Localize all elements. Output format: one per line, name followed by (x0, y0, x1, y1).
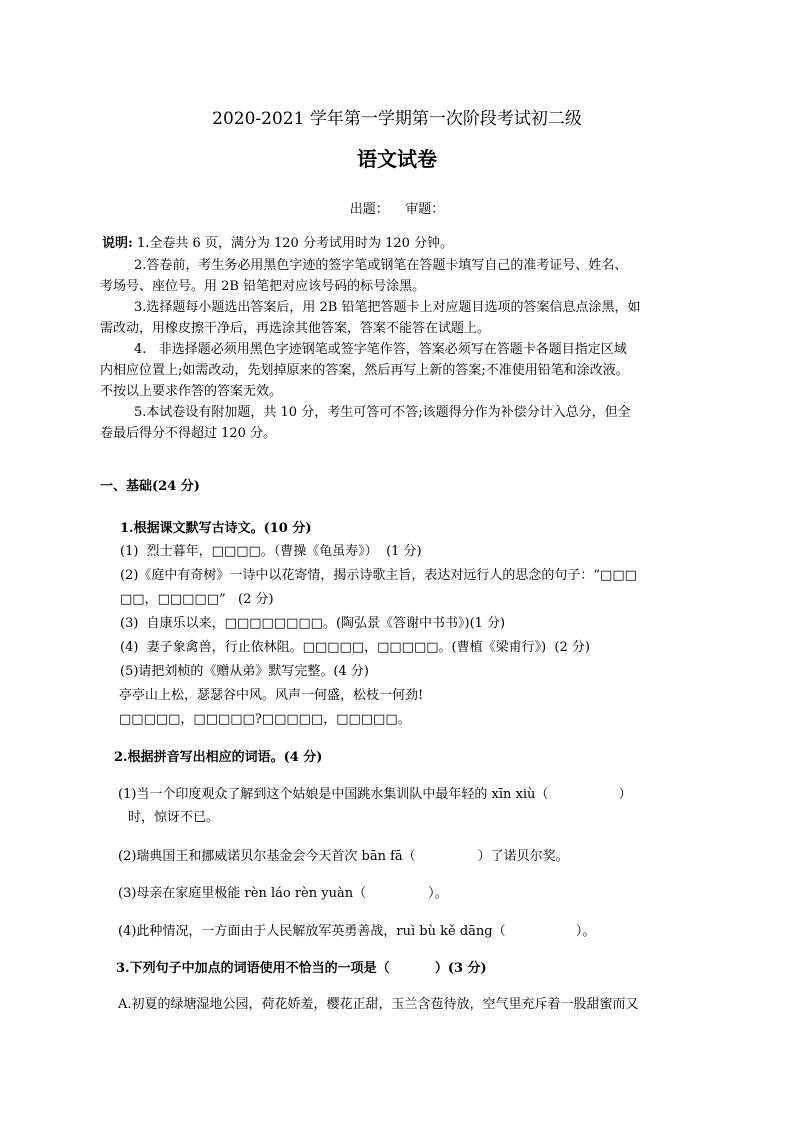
question-2-item-4: (4)此种情况，一方面由于人民解放军英勇善战，ruì bù kě dāng（ ）。 (118, 924, 596, 939)
question-3-title: 3.下列句子中加点的词语使用不恰当的一项是（ ）(3 分) (116, 961, 487, 976)
question-1-title: 1.根据课文默写古诗文。(10 分) (120, 521, 312, 536)
setter-line: 出题： 审题： (349, 202, 445, 217)
exam-title: 2020-2021 学年第一学期第一次阶段考试初二级 (212, 109, 582, 129)
question-1-item-5: (5)请把刘桢的《赠从弟》默写完整。(4 分) (120, 664, 369, 679)
question-1-item-2a: (2)《庭中有奇树》一诗中以花寄情，揭示诗歌主旨，表达对远行人的思念的句子：“□□□ (120, 568, 637, 583)
question-1-item-2b: □□，□□□□□” (2 分) (120, 592, 274, 607)
instruction-line-5: 需改动，用橡皮擦干净后，再选涂其他答案，答案不能答在试题上。 (100, 321, 491, 336)
question-3-option-a: A.初夏的绿塘湿地公园，荷花娇羞，樱花正甜，玉兰含苞待放，空气里充斥着一股甜蜜而又 (118, 997, 639, 1012)
instructions-label: 说明: (102, 236, 133, 251)
poem-line-1: 亭亭山上松，瑟瑟谷中风。风声一何盛，松枝一何劲! (119, 688, 424, 703)
question-2-title: 2.根据拼音写出相应的词语。(4 分) (114, 750, 323, 765)
question-2-item-2: (2)瑞典国王和挪威诺贝尔基金会今天首次 bān fā（ ）了诺贝尔奖。 (118, 849, 569, 864)
section-heading: 一、基础(24 分) (100, 479, 200, 494)
instruction-line-6: 4. 非选择题必须用黑色字迹钢笔或签字笔作答，答案必须写在答题卡各题目指定区域 (134, 342, 627, 357)
question-1-item-1: (1) 烈士暮年，□□□□。（曹操《龟虽寿》） (1 分) (120, 544, 422, 559)
instruction-line-2: 2.答卷前，考生务必用黑色字迹的签字笔或钢笔在答题卡填写自己的准考证号、姓名、 (134, 258, 628, 273)
question-1-item-3: (3) 自康乐以来，□□□□□□□□。(陶弘景《答谢中书书》)(1 分) (120, 616, 506, 631)
instruction-line-4: 3.选择题每小题选出答案后，用 2B 铅笔把答题卡上对应题目选项的答案信息点涂黑，如 (134, 300, 641, 315)
instruction-line-9: 5.本试卷设有附加题，共 10 分，考生可答可不答;该题得分作为补偿分计入总分，但全 (134, 405, 631, 420)
question-1-item-4: (4) 妻子象禽兽，行止依林阻。□□□□□，□□□□□。(曹植《梁甫行》) (2 分) (120, 640, 590, 655)
question-2-item-1a: (1)当一个印度观众了解到这个姑娘是中国跳水集训队中最年轻的 xīn xiù（ ） (118, 787, 632, 802)
question-2-item-3: (3)母亲在家庭里极能 rèn láo rèn yuàn（ ）。 (118, 886, 448, 901)
instruction-line-7: 内相应位置上;如需改动，先划掉原来的答案，然后再写上新的答案;不准使用铅笔和涂改液。 (100, 363, 629, 378)
poem-line-2: □□□□□，□□□□□?□□□□□，□□□□□。 (119, 712, 411, 727)
question-2-item-1b: 时，惊讶不已。 (128, 810, 220, 825)
instruction-line-10: 卷最后得分不得超过 120 分。 (100, 426, 277, 441)
instruction-line-1: 说明: 1.全卷共 6 页，满分为 120 分考试用时为 120 分钟。 (102, 236, 454, 251)
subject-title: 语文试卷 (357, 147, 437, 171)
instruction-line-3: 考场号、座位号。用 2B 铅笔把对应该号码的标号涂黑。 (100, 279, 426, 294)
instruction-line-8: 不按以上要求作答的答案无效。 (100, 384, 283, 399)
